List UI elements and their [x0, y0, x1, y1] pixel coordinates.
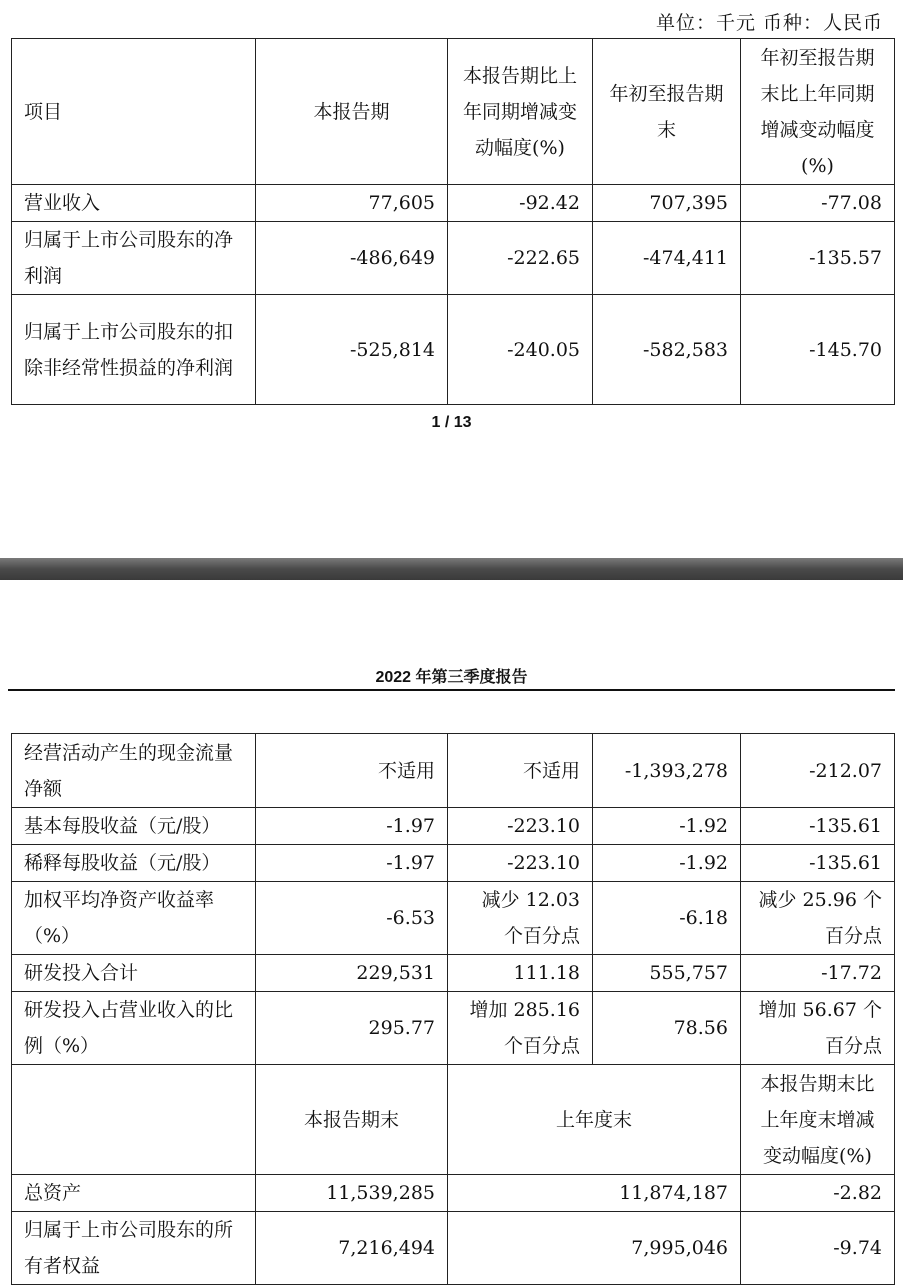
row-change: -2.82	[741, 1175, 895, 1212]
table-header-row	[12, 39, 895, 185]
row-current-change: 增加 285.16 个百分点	[448, 992, 593, 1065]
row-prior-year-end: 11,874,187	[448, 1175, 741, 1212]
table-row	[12, 845, 895, 882]
row-ytd: -1.92	[593, 845, 741, 882]
row-ytd-change: -135.61	[741, 845, 895, 882]
row-current: -1.97	[256, 808, 448, 845]
row-current: -525,814	[256, 295, 448, 405]
table-row	[12, 992, 895, 1065]
row-item: 总资产	[12, 1175, 256, 1212]
header-current: 本报告期	[256, 39, 448, 185]
table-row	[12, 1212, 895, 1285]
row-period-end: 7,216,494	[256, 1212, 448, 1285]
row-ytd-change: -135.57	[741, 222, 895, 295]
table-row	[12, 222, 895, 295]
table-row	[12, 295, 895, 405]
row-current: 不适用	[256, 734, 448, 808]
page-number: 1 / 13	[431, 414, 472, 431]
unit-currency-note: 单位：千元 币种：人民币	[655, 12, 883, 34]
row-item: 加权平均净资产收益率（%）	[12, 882, 256, 955]
financial-table-1	[11, 38, 895, 405]
row-ytd: -582,583	[593, 295, 741, 405]
row-item: 研发投入合计	[12, 955, 256, 992]
balance-header-row	[12, 1065, 895, 1175]
row-period-end: 11,539,285	[256, 1175, 448, 1212]
table-row	[12, 1175, 895, 1212]
row-ytd-change: -135.61	[741, 808, 895, 845]
row-current-change: -223.10	[448, 845, 593, 882]
row-prior-year-end: 7,995,046	[448, 1212, 741, 1285]
balance-header-item	[12, 1065, 256, 1175]
row-item: 营业收入	[12, 185, 256, 222]
row-current-change: 减少 12.03 个百分点	[448, 882, 593, 955]
report-header: 2022 年第三季度报告	[375, 669, 528, 686]
row-current-change: -240.05	[448, 295, 593, 405]
table-row	[12, 955, 895, 992]
row-current: 295.77	[256, 992, 448, 1065]
row-ytd-change: 减少 25.96 个百分点	[741, 882, 895, 955]
balance-header-change: 本报告期末比上年度末增减变动幅度(%)	[741, 1065, 895, 1175]
row-ytd-change: -212.07	[741, 734, 895, 808]
header-ytd-change: 年初至报告期末比上年同期增减变动幅度(%)	[741, 39, 895, 185]
header-current-change: 本报告期比上年同期增减变动幅度(%)	[448, 39, 593, 185]
row-change: -9.74	[741, 1212, 895, 1285]
row-item: 归属于上市公司股东的净利润	[12, 222, 256, 295]
row-item: 基本每股收益（元/股）	[12, 808, 256, 845]
row-ytd-change: -145.70	[741, 295, 895, 405]
row-ytd-change: -17.72	[741, 955, 895, 992]
table-row	[12, 882, 895, 955]
row-ytd: -1.92	[593, 808, 741, 845]
row-item: 稀释每股收益（元/股）	[12, 845, 256, 882]
row-ytd: -6.18	[593, 882, 741, 955]
balance-header-prior-year-end: 上年度末	[448, 1065, 741, 1175]
row-current: 229,531	[256, 955, 448, 992]
row-item: 经营活动产生的现金流量净额	[12, 734, 256, 808]
header-ytd: 年初至报告期末	[593, 39, 741, 185]
row-ytd: 78.56	[593, 992, 741, 1065]
row-ytd-change: 增加 56.67 个百分点	[741, 992, 895, 1065]
header-item: 项目	[12, 39, 256, 185]
row-ytd: -474,411	[593, 222, 741, 295]
table-row	[12, 808, 895, 845]
table-row	[12, 734, 895, 808]
row-ytd-change: -77.08	[741, 185, 895, 222]
balance-header-period-end: 本报告期末	[256, 1065, 448, 1175]
row-current: -486,649	[256, 222, 448, 295]
row-current-change: -223.10	[448, 808, 593, 845]
row-current: 77,605	[256, 185, 448, 222]
row-current-change: -92.42	[448, 185, 593, 222]
row-ytd: -1,393,278	[593, 734, 741, 808]
row-current-change: 不适用	[448, 734, 593, 808]
row-current-change: -222.65	[448, 222, 593, 295]
row-ytd: 555,757	[593, 955, 741, 992]
financial-table-2	[11, 733, 895, 1285]
row-current: -6.53	[256, 882, 448, 955]
row-current: -1.97	[256, 845, 448, 882]
row-item: 研发投入占营业收入的比例（%）	[12, 992, 256, 1065]
header-rule	[8, 689, 895, 691]
row-item: 归属于上市公司股东的所有者权益	[12, 1212, 256, 1285]
row-item: 归属于上市公司股东的扣除非经常性损益的净利润	[12, 295, 256, 405]
table-row	[12, 185, 895, 222]
page-separator	[0, 558, 903, 580]
row-current-change: 111.18	[448, 955, 593, 992]
row-ytd: 707,395	[593, 185, 741, 222]
